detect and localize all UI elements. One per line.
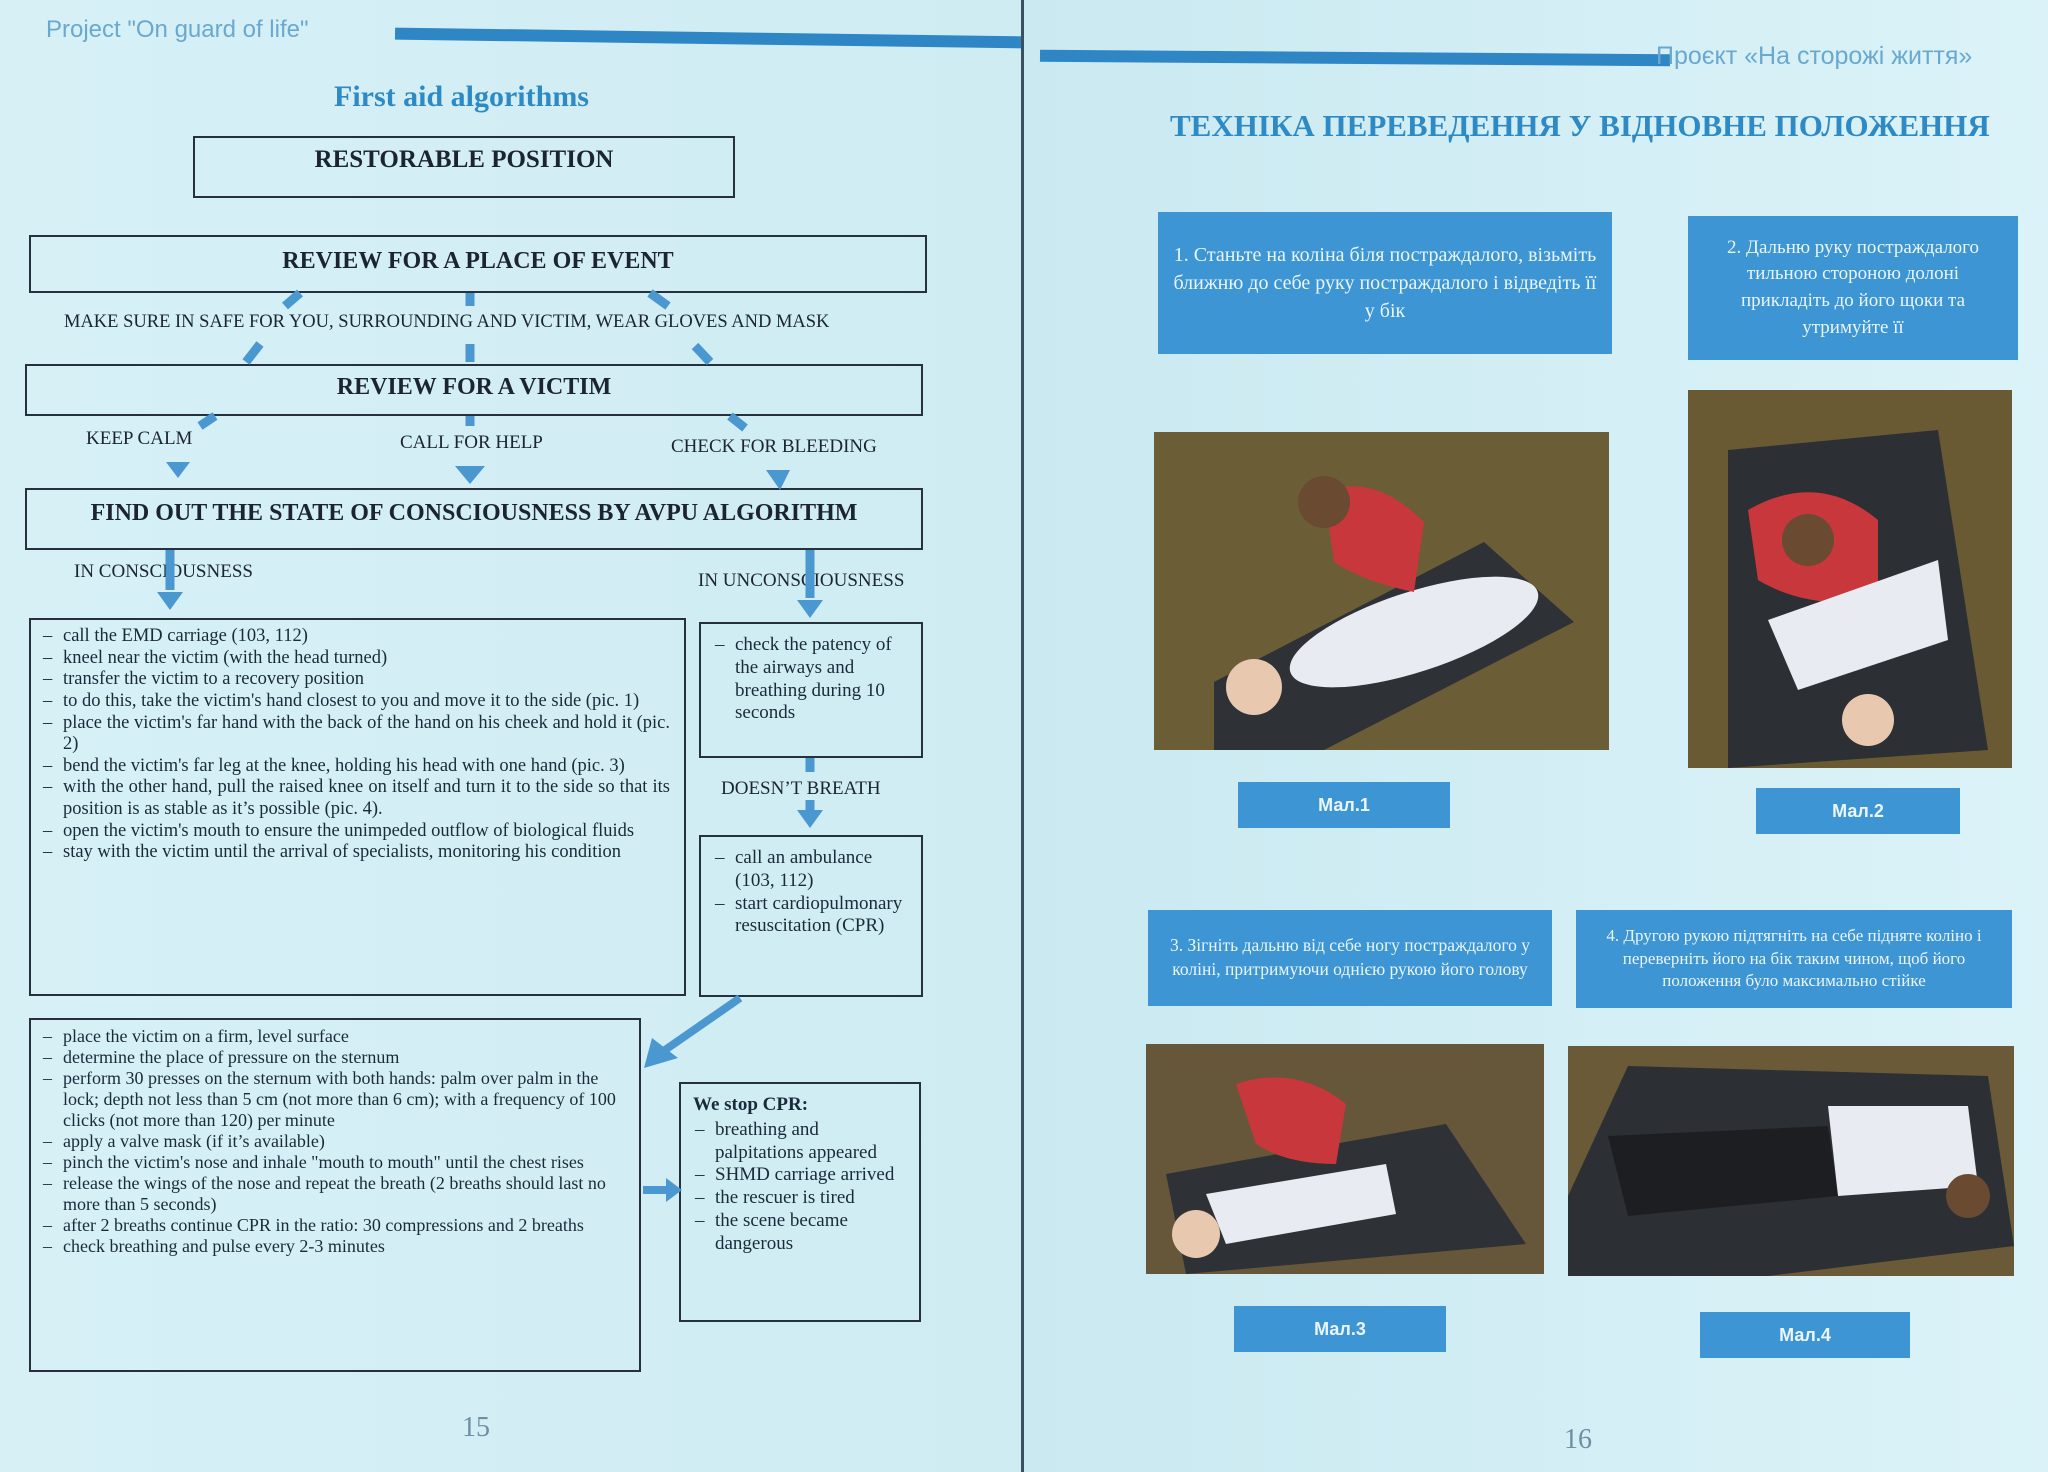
list-item: – call the EMD carriage (103, 112) [41,626,670,648]
right-page-number: 16 [1564,1424,1592,1455]
list-item: – start cardiopulmonary resuscitation (CPR) [713,893,909,939]
right-header-text: Проєкт «На сторожі життя» [1656,42,1973,70]
right-page-title: ТЕХНІКА ПЕРЕВЕДЕННЯ У ВІДНОВНЕ ПОЛОЖЕННЯ [1170,108,1990,143]
pic-4-label: Мал.4 [1700,1312,1910,1358]
photo-pic-3-image [1146,1044,1544,1274]
list-item: – bend the victim's far leg at the knee, holding his head with one hand (pic. 3) [41,756,670,778]
list-item: – apply a valve mask (if it’s available) [41,1131,625,1152]
arrow-connector [650,293,668,306]
list-item: – open the victim's mouth to ensure the unimpeded outflow of biological fluids [41,821,670,843]
list-item: – after 2 breaths continue CPR in the ratio: 30 compressions and 2 breaths [41,1215,625,1236]
list-item: – the rescuer is tired [693,1187,907,1210]
pic-2-label: Мал.2 [1756,788,1960,834]
stop-cpr-title: We stop CPR: [693,1094,809,1115]
list-item: – place the victim on a firm, level surface [41,1026,625,1047]
avpu-title: FIND OUT THE STATE OF CONSCIOUSNESS BY AVPU ALGORITHM [90,500,858,526]
list-item: – pinch the victim's nose and inhale "mouth to mouth" until the chest rises [41,1152,625,1173]
arrow-head [166,462,190,478]
pic-3-label: Мал.3 [1234,1306,1446,1352]
arrow-head [157,592,183,610]
list-item: – place the victim's far hand with the back of the hand on his cheek and hold it (pic. 2) [41,713,670,756]
list-item: – to do this, take the victim's hand closest to you and move it to the side (pic. 1) [41,691,670,713]
review-victim-title: REVIEW FOR A VICTIM [336,374,612,400]
photo-pic-1-image [1154,432,1609,750]
list-item: – kneel near the victim (with the head turned) [41,648,670,670]
photo-pic-4 [1568,1046,2014,1276]
photo-pic-2 [1688,390,2012,768]
arrow-connector [695,346,710,362]
step-1-caption: 1. Станьте на коліна біля постраждалого, візьміть ближню до себе руку постраждалого і відведіть її у бік [1158,212,1612,354]
photo-pic-3 [1146,1044,1544,1274]
right-page [1024,0,2048,1472]
left-page-number: 15 [462,1412,490,1443]
call-help-label: CALL FOR HELP [400,432,543,453]
review-place-title: REVIEW FOR A PLACE OF EVENT [282,248,674,274]
right-header-bar [1040,50,1670,66]
list-item: – release the wings of the nose and repeat the breath (2 breaths should last no more than 5 seconds) [41,1173,625,1215]
arrow-head [766,470,790,490]
arrow-connector [246,344,260,362]
list-item: – transfer the victim to a recovery position [41,669,670,691]
list-item: – check breathing and pulse every 2-3 minutes [41,1236,625,1257]
arrow-connector [665,998,740,1050]
photo-pic-1 [1154,432,1609,750]
make-sure-text: MAKE SURE IN SAFE FOR YOU, SURROUNDING AND VICTIM, WEAR GLOVES AND MASK [64,312,830,332]
restorable-position-title: RESTORABLE POSITION [314,146,614,173]
arrow-connector [200,416,215,426]
list-item: – call an ambulance (103, 112) [713,847,909,893]
arrow-head [797,810,823,828]
check-airways-text: – check the patency of the airways and breathing during 10 seconds [713,634,909,725]
left-header-text: Project "On guard of life" [46,16,309,43]
page-title: First aid algorithms [334,80,589,113]
arrow-connector [285,293,300,306]
list-item: – SHMD carriage arrived [693,1164,907,1187]
arrow-head [666,1178,682,1202]
step-4-caption: 4. Другою рукою підтягніть на себе підняте коліно і переверніть його на бік таким чином, щоб його положення було максимально стійке [1576,910,2012,1008]
arrow-connector [730,416,745,428]
in-consciousness-label: IN CONSCIOUSNESS [74,561,253,582]
arrow-head [797,600,823,618]
step-2-caption: 2. Дальню руку постраждалого тильною стороною долоні прикладіть до його щоки та утримуйте її [1688,216,2018,360]
list-item: – determine the place of pressure on the sternum [41,1047,625,1068]
list-item: – perform 30 presses on the sternum with both hands: palm over palm in the lock; depth not less than 5 cm (not more than 6 cm); with a frequency of 100 clicks (not more than 120) per minute [41,1068,625,1131]
list-item: – with the other hand, pull the raised knee on itself and turn it to the side so that its position is as stable as it’s possible (pic. 4). [41,777,670,820]
in-unconsciousness-label: IN UNCONSCIOUSNESS [698,570,905,591]
keep-calm-label: KEEP CALM [86,428,193,449]
photo-pic-2-image [1688,390,2012,768]
doesnt-breath-label: DOESN’T BREATH [721,778,881,799]
check-bleeding-label: CHECK FOR BLEEDING [671,436,877,457]
arrow-head [455,466,485,484]
pic-1-label: Мал.1 [1238,782,1450,828]
list-item: – the scene became dangerous [693,1210,907,1256]
list-item: – breathing and palpitations appeared [693,1119,907,1165]
list-item: – stay with the victim until the arrival of specialists, monitoring his condition [41,842,670,864]
step-3-caption: 3. Зігніть дальню від себе ногу постраждалого у коліні, притримуючи однією рукою його голову [1148,910,1552,1006]
photo-pic-4-image [1568,1046,2014,1276]
